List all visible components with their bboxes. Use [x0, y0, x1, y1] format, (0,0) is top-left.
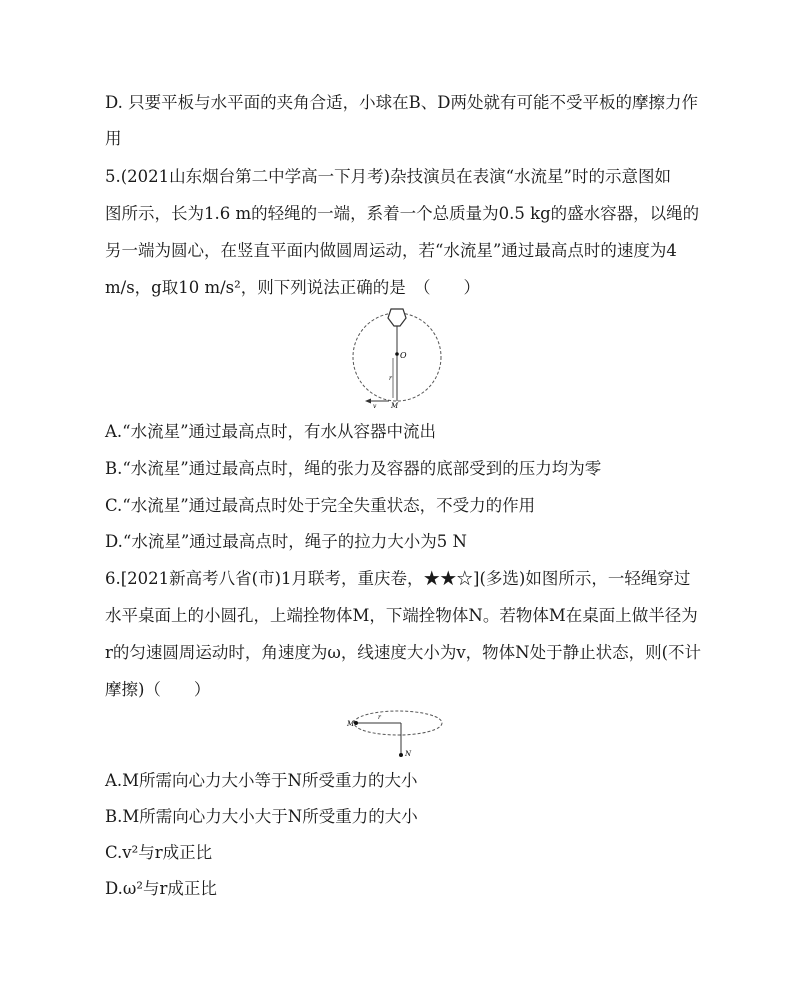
q5-option-d: D.“水流星”通过最高点时，绳子的拉力大小为5 N: [105, 532, 467, 551]
q5-label-v: v: [373, 403, 377, 410]
q5-option-c: C.“水流星”通过最高点时处于完全失重状态，不受力的作用: [105, 496, 536, 515]
q5-label-o: O: [400, 351, 407, 360]
q6-stem-line-2: 水平桌面上的小圆孔，上端拴物体M，下端拴物体N。若物体M在桌面上做半径为: [105, 606, 698, 625]
prev-option-d-line1: D. 只要平板与水平面的夹角合适，小球在B、D两处就有可能不受平板的摩擦力作: [105, 93, 698, 112]
q5-label-m: M: [391, 402, 399, 410]
q5-container: [388, 309, 406, 326]
q6-option-d: D.ω²与r成正比: [105, 879, 217, 898]
q5-stem-line-3: 另一端为圆心，在竖直平面内做圆周运动，若“水流星”通过最高点时的速度为4: [105, 241, 677, 260]
q6-stem-line-3: r的匀速圆周运动时，角速度为ω，线速度大小为v，物体N处于静止状态，则(不计: [105, 643, 702, 662]
q6-label-n: N: [405, 750, 412, 758]
q6-option-a: A.M所需向心力大小等于N所受重力的大小: [105, 771, 418, 790]
q5-figure-water-star: [345, 306, 449, 416]
q5-option-b: B.“水流星”通过最高点时，绳的张力及容器的底部受到的压力均为零: [105, 459, 602, 478]
q6-figure-table-rope: [346, 706, 450, 762]
q6-option-b: B.M所需向心力大小大于N所受重力的大小: [105, 807, 418, 826]
q5-label-r: r: [389, 375, 392, 382]
q6-stem-line-1: 6.[2021新高考八省(市)1月联考，重庆卷，★★☆](多选)如图所示，一轻绳穿过: [105, 569, 691, 588]
q5-stem-line-2: 图所示，长为1.6 m的轻绳的一端，系着一个总质量为0.5 kg的盛水容器，以绳的: [105, 204, 700, 223]
q5-center-dot: [395, 352, 399, 356]
q5-velocity-arrowhead: [365, 399, 371, 404]
q5-stem-line-1: 5.(2021山东烟台第二中学高一下月考)杂技演员在表演“水流星”时的示意图如: [105, 167, 671, 186]
q6-option-c: C.v²与r成正比: [105, 843, 213, 862]
q5-option-a: A.“水流星”通过最高点时，有水从容器中流出: [105, 422, 437, 441]
q6-label-r: r: [378, 714, 381, 721]
q6-stem-line-4: 摩擦)（ ）: [105, 680, 211, 699]
q5-stem-line-4: m/s，g取10 m/s²，则下列说法正确的是 （ ）: [105, 278, 481, 297]
prev-option-d-line2: 用: [105, 129, 122, 148]
q6-object-n: [399, 753, 403, 757]
q6-object-m: [354, 721, 358, 725]
q6-label-m: M: [347, 720, 355, 728]
